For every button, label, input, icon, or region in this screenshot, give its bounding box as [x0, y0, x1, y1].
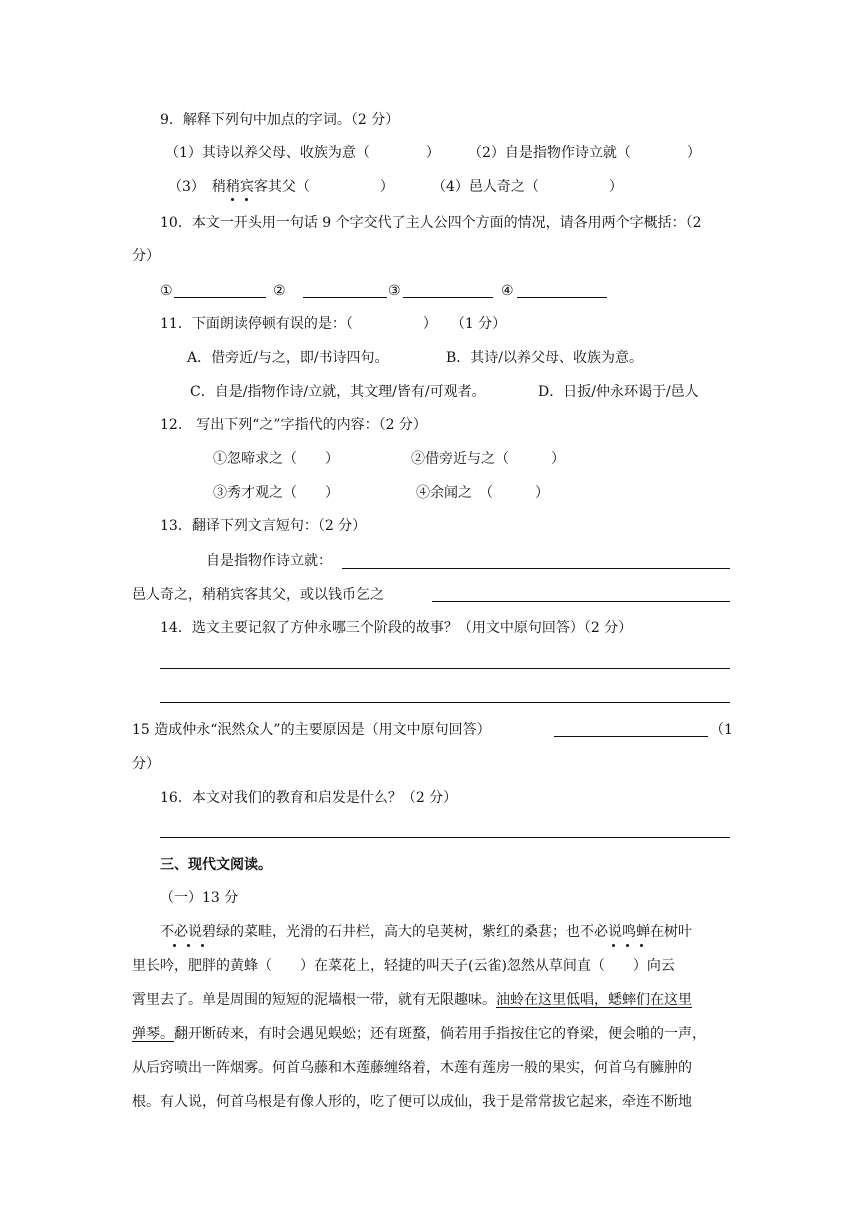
q15-score: （1	[710, 722, 733, 738]
q12-item-4: ④余闻之 （ ）	[416, 485, 549, 501]
q9-title: 9．解释下列句中加点的字词。（2 分）	[160, 112, 400, 128]
q13-sentence-1: 自是指物作诗立就：	[206, 553, 332, 569]
q9-item-3: （3） 稍稍宾客其父（ ）	[168, 179, 394, 195]
q11-option-a: A．借旁近/与之，即/书诗四句。	[187, 350, 389, 366]
q10-title-cont: 分）	[132, 248, 160, 264]
q14-answer-line-2[interactable]	[160, 702, 730, 703]
q10-marker-4: ④	[501, 283, 514, 299]
q12-item-3: ③秀才观之（ ）	[213, 485, 339, 501]
passage-line-6: 根。有人说，何首乌根是有像人形的，吃了便可以成仙，我于是常常拔它起来，牵连不断地	[132, 1094, 692, 1110]
emphasis-dot	[640, 944, 643, 947]
section-heading: 三、现代文阅读。	[160, 857, 272, 873]
q11-option-b: B．其诗/以养父母、收族为意。	[446, 350, 644, 366]
emphasis-dot	[245, 198, 248, 201]
q10-blank-1[interactable]	[174, 297, 266, 298]
q13-answer-line-1[interactable]	[342, 568, 730, 569]
q11-option-c: C．自是/指物作诗/立就，其文理/皆有/可观者。	[190, 384, 486, 400]
q9-item-1: （1）其诗以养父母、收族为意（ ）	[165, 145, 440, 161]
passage-text: 霄里去了。单是周围的短短的泥墙根一带，就有无限趣味。	[132, 992, 496, 1008]
q9-item-4: （4）邑人奇之（ ）	[432, 179, 623, 195]
passage-line-5: 从后窍喷出一阵烟雾。何首乌藤和木莲藤缠络着，木莲有莲房一般的果实，何首乌有臃肿的	[132, 1060, 692, 1076]
q10-title: 10．本文一开头用一句话 9 个字交代了主人公四个方面的情况，请各用两个字概括：（2	[160, 215, 702, 231]
emphasis-dot	[612, 944, 615, 947]
passage-line-3	[132, 990, 692, 1010]
passage-line-2: 里长吟，肥胖的黄蜂（ ）在菜花上，轻捷的叫天子(云雀)忽然从草间直（ ）向云	[132, 958, 675, 974]
q9-item-2: （2）自是指物作诗立就（ ）	[468, 145, 701, 161]
q14-title: 14．选文主要记叙了方仲永哪三个阶段的故事？（用文中原句回答）（2 分）	[160, 620, 633, 636]
q14-answer-line-1[interactable]	[160, 668, 730, 669]
q10-marker-3: ③	[388, 283, 401, 299]
q16-answer-line[interactable]	[160, 837, 730, 838]
q15-title-cont: 分）	[132, 756, 160, 772]
passage-text: 翻开断砖来，有时会遇见蜈蚣；还有斑蝥，倘若用手指按住它的脊梁，便会啪的一声，	[174, 1026, 706, 1042]
q10-blank-2[interactable]	[303, 297, 387, 298]
q15-answer-line[interactable]	[554, 736, 708, 737]
q10-marker-1: ①	[160, 283, 173, 299]
q13-answer-line-2[interactable]	[432, 601, 730, 602]
q10-marker-2: ②	[273, 283, 286, 299]
emphasis-dot	[231, 198, 234, 201]
q16-title: 16．本文对我们的教育和启发是什么？（2 分）	[160, 790, 458, 806]
q13-sentence-2: 邑人奇之，稍稍宾客其父，或以钱币乞之	[132, 587, 384, 603]
q11-option-d: D．日扳/仲永环谒于/邑人	[538, 384, 699, 400]
q12-item-2: ②借旁近与之（ ）	[411, 451, 565, 467]
emphasis-dot	[173, 944, 176, 947]
q10-blank-3[interactable]	[403, 297, 493, 298]
q13-title: 13．翻译下列文言短句：（2 分）	[160, 518, 367, 534]
passage-line-4	[132, 1024, 706, 1044]
q15-title: 15 造成仲永“泯然众人”的主要原因是（用文中原句回答）	[132, 722, 491, 738]
q12-title: 12. 写出下列“之”字指代的内容：（2 分）	[160, 417, 427, 433]
emphasis-dot	[187, 944, 190, 947]
q10-blank-4[interactable]	[517, 297, 607, 298]
section-subheading: （一）13 分	[160, 890, 239, 906]
q11-title: 11．下面朗读停顿有误的是：（ ） （1 分）	[160, 316, 507, 332]
passage-line-1: 不必说碧绿的菜畦，光滑的石井栏，高大的皂荚树，紫红的桑葚；也不必说鸣蝉在树叶	[160, 924, 692, 940]
q12-item-1: ①忽啼求之（ ）	[213, 451, 339, 467]
underlined-passage-text: 油蛉在这里低唱，蟋蟀们在这里	[496, 992, 692, 1008]
emphasis-dot	[626, 944, 629, 947]
emphasis-dot	[201, 944, 204, 947]
underlined-passage-text: 弹琴。	[132, 1026, 174, 1042]
